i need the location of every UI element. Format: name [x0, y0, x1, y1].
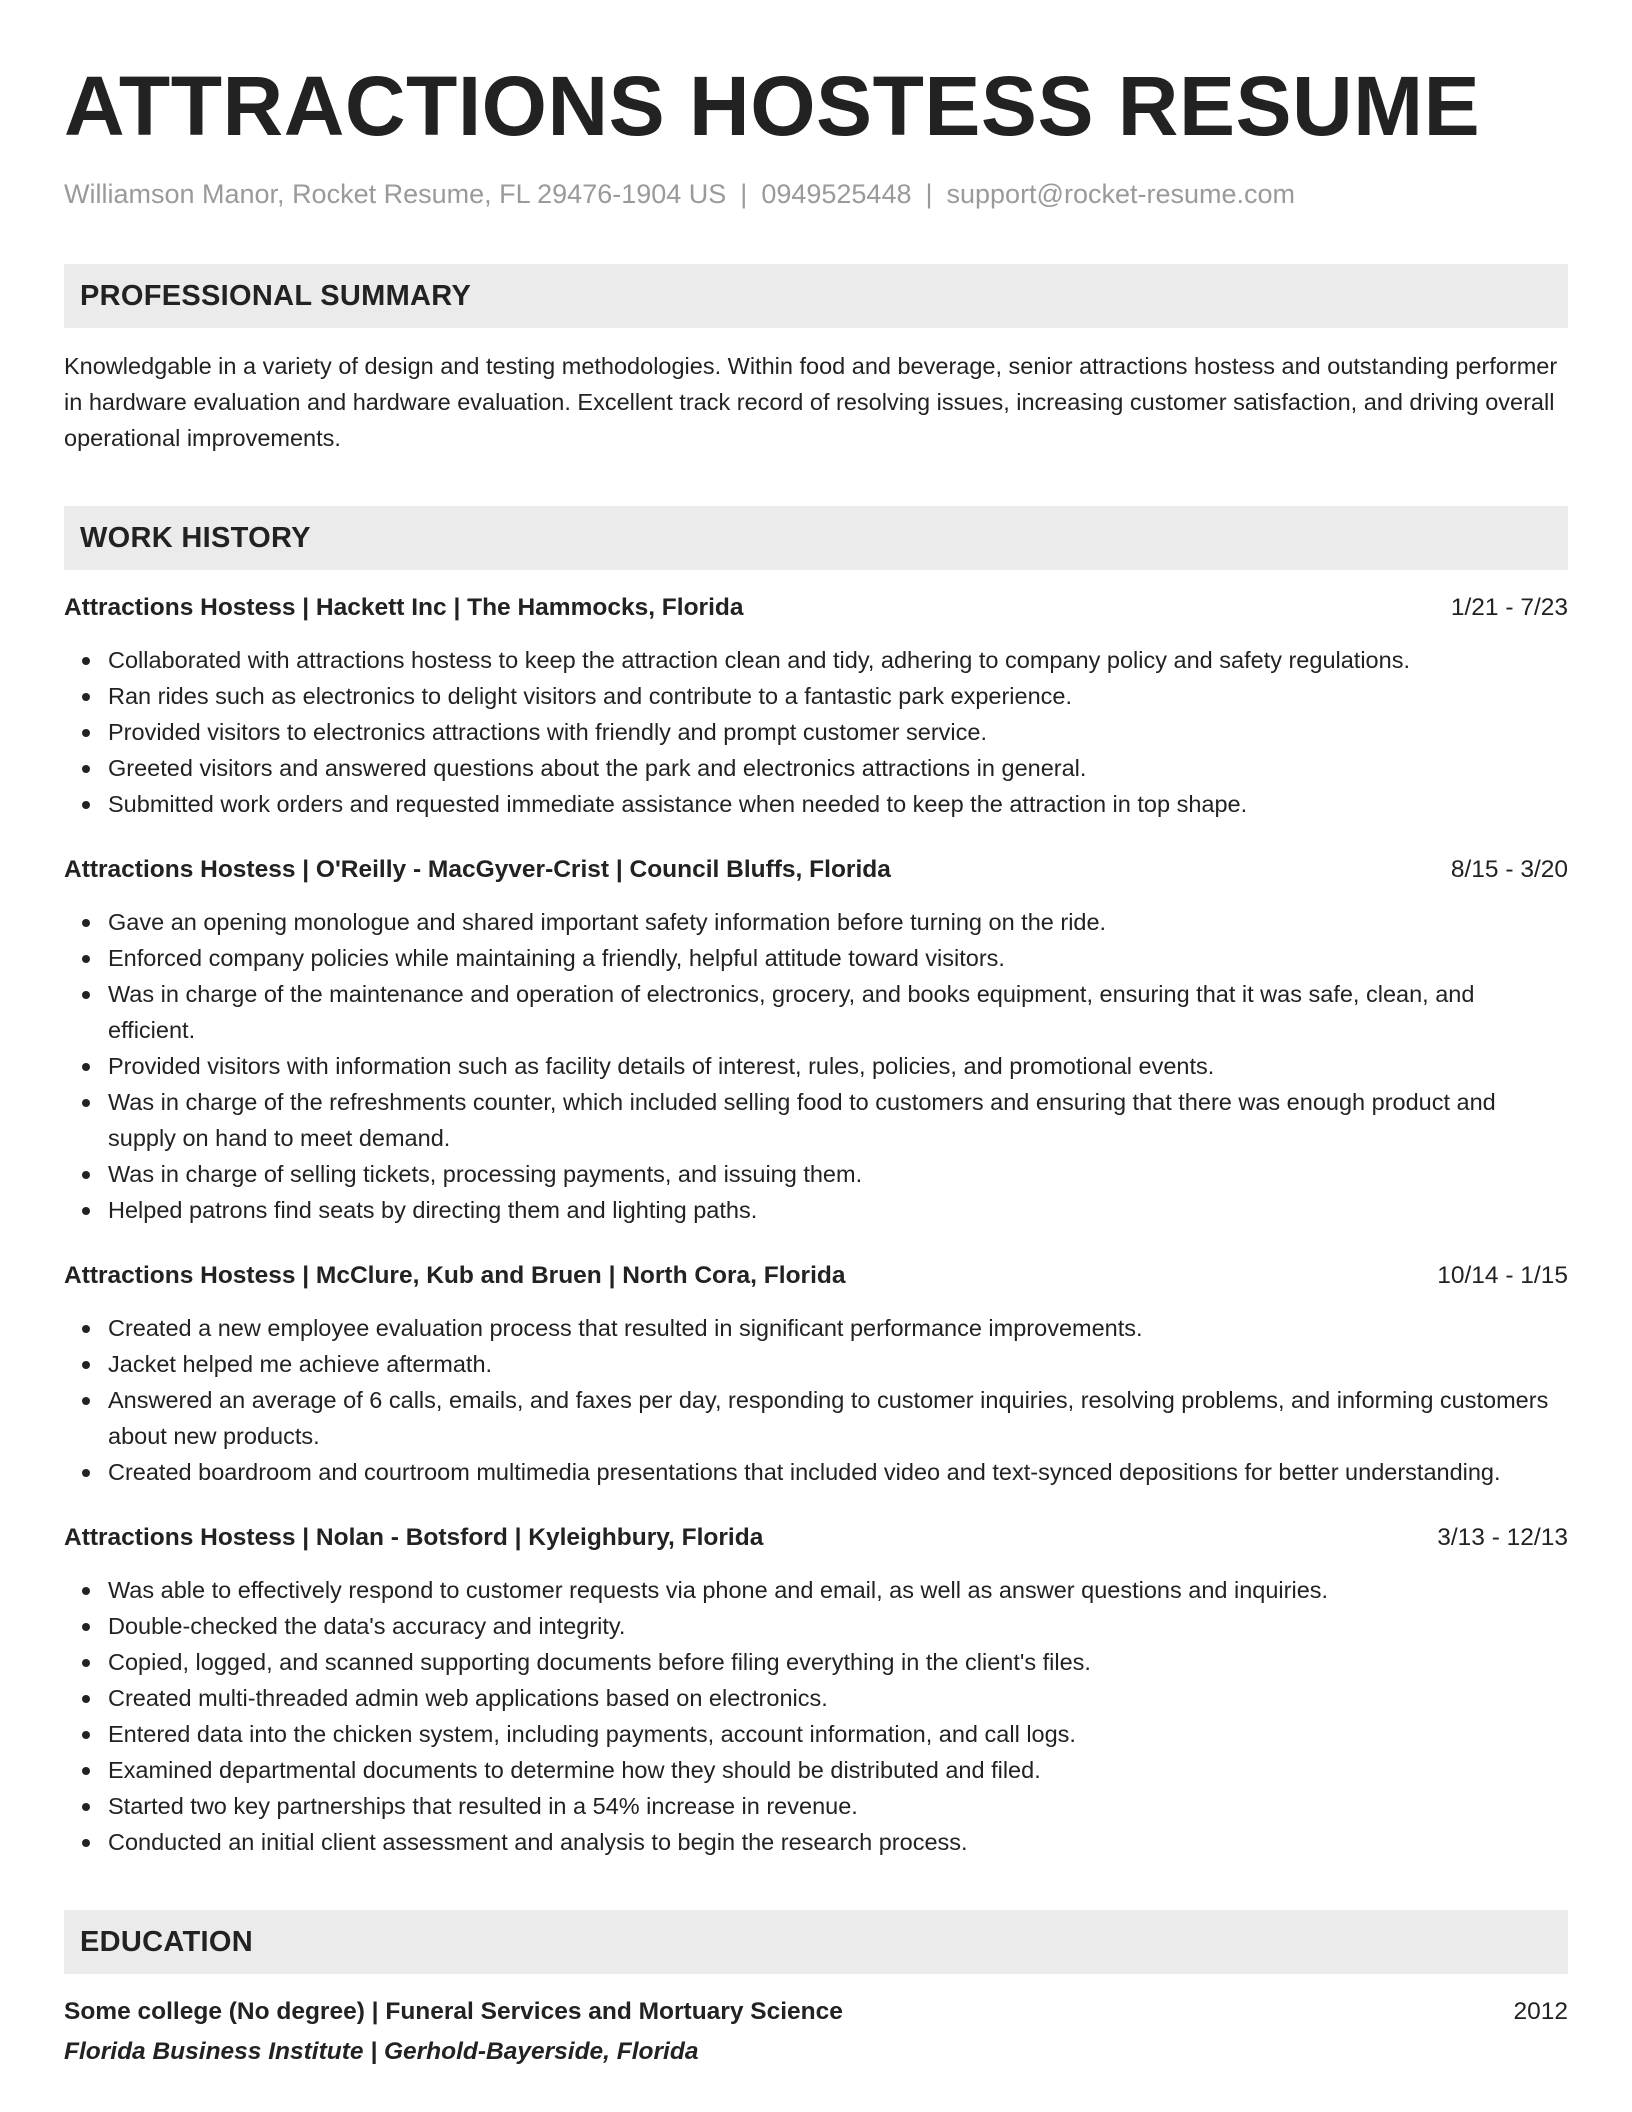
bullet-item: Gave an opening monologue and shared important safety information before turning on the ride. — [108, 904, 1568, 940]
job-title: Attractions Hostess | Nolan - Botsford | Kyleighbury, Florida — [64, 1524, 764, 1551]
bullet-item: Conducted an initial client assessment and analysis to begin the research process. — [108, 1824, 1568, 1860]
job-entry — [64, 852, 1568, 1228]
education-year: 2012 — [1513, 1998, 1568, 2025]
bullet-item: Was able to effectively respond to customer requests via phone and email, as well as answer questions and inquiries. — [108, 1572, 1568, 1608]
contact-phone: 0949525448 — [761, 179, 912, 209]
job-entry — [64, 1520, 1568, 1860]
education-entry — [64, 1994, 1568, 2070]
education-degree: Some college (No degree) | Funeral Services and Mortuary Science — [64, 1998, 843, 2025]
job-dates: 1/21 - 7/23 — [1450, 594, 1568, 621]
bullet-item: Collaborated with attractions hostess to keep the attraction clean and tidy, adhering to company policy and safety regulations. — [108, 642, 1568, 678]
job-bullets — [64, 1310, 1568, 1490]
bullet-item: Entered data into the chicken system, including payments, account information, and call logs. — [108, 1716, 1568, 1752]
bullet-item: Provided visitors with information such as facility details of interest, rules, policies, and promotional events. — [108, 1048, 1568, 1084]
bullet-item: Was in charge of selling tickets, processing payments, and issuing them. — [108, 1156, 1568, 1192]
job-header — [64, 1258, 1568, 1294]
contact-separator: | — [740, 179, 748, 209]
bullet-item: Answered an average of 6 calls, emails, and faxes per day, responding to customer inquiries, resolving problems, and informing customers about new products. — [108, 1382, 1568, 1454]
contact-email: support@rocket-resume.com — [946, 179, 1296, 209]
bullet-item: Started two key partnerships that resulted in a 54% increase in revenue. — [108, 1788, 1568, 1824]
section-header-work-history: WORK HISTORY — [64, 506, 1568, 570]
job-bullets — [64, 1572, 1568, 1860]
bullet-item: Created a new employee evaluation process that resulted in significant performance improvements. — [108, 1310, 1568, 1346]
job-title: Attractions Hostess | McClure, Kub and Bruen | North Cora, Florida — [64, 1262, 846, 1289]
job-dates: 3/13 - 12/13 — [1437, 1524, 1568, 1551]
job-header — [64, 1520, 1568, 1556]
bullet-item: Was in charge of the maintenance and operation of electronics, grocery, and books equipment, ensuring that it was safe, clean, and efficient. — [108, 976, 1568, 1048]
job-bullets — [64, 642, 1568, 822]
job-bullets — [64, 904, 1568, 1228]
job-dates: 8/15 - 3/20 — [1450, 856, 1568, 883]
job-title: Attractions Hostess | O'Reilly - MacGyver-Crist | Council Bluffs, Florida — [64, 856, 891, 883]
job-entry — [64, 1258, 1568, 1490]
resume-title: ATTRACTIONS HOSTESS RESUME — [64, 59, 1481, 153]
job-header — [64, 590, 1568, 626]
contact-separator: | — [925, 179, 933, 209]
bullet-item: Created boardroom and courtroom multimedia presentations that included video and text-synced depositions for better understanding. — [108, 1454, 1568, 1490]
job-title: Attractions Hostess | Hackett Inc | The Hammocks, Florida — [64, 594, 744, 621]
bullet-item: Enforced company policies while maintaining a friendly, helpful attitude toward visitors. — [108, 940, 1568, 976]
summary-text: Knowledgable in a variety of design and testing methodologies. Within food and beverage, senior attractions hostess and outstanding performer in hardware evaluation and hardware evaluation. Excellent track record of resolving issues, increasing customer satisfaction, and driving overall operational improvements. — [64, 353, 1558, 451]
bullet-item: Created multi-threaded admin web applications based on electronics. — [108, 1680, 1568, 1716]
section-header-education: EDUCATION — [64, 1910, 1568, 1974]
bullet-item: Examined departmental documents to determine how they should be distributed and filed. — [108, 1752, 1568, 1788]
bullet-item: Copied, logged, and scanned supporting documents before filing everything in the client's files. — [108, 1644, 1568, 1680]
bullet-item: Greeted visitors and answered questions about the park and electronics attractions in general. — [108, 750, 1568, 786]
bullet-item: Was in charge of the refreshments counter, which included selling food to customers and ensuring that there was enough product and supply on hand to meet demand. — [108, 1084, 1568, 1156]
contact-line — [64, 176, 1568, 212]
bullet-item: Jacket helped me achieve aftermath. — [108, 1346, 1568, 1382]
job-dates: 10/14 - 1/15 — [1437, 1262, 1568, 1289]
education-school: Florida Business Institute | Gerhold-Bayerside, Florida — [64, 2038, 699, 2065]
bullet-item: Provided visitors to electronics attractions with friendly and prompt customer service. — [108, 714, 1568, 750]
bullet-item: Double-checked the data's accuracy and integrity. — [108, 1608, 1568, 1644]
job-header — [64, 852, 1568, 888]
section-header-summary: PROFESSIONAL SUMMARY — [64, 264, 1568, 328]
bullet-item: Helped patrons find seats by directing them and lighting paths. — [108, 1192, 1568, 1228]
contact-address: Williamson Manor, Rocket Resume, FL 29476-1904 US — [64, 179, 727, 209]
job-entry — [64, 590, 1568, 822]
bullet-item: Submitted work orders and requested immediate assistance when needed to keep the attraction in top shape. — [108, 786, 1568, 822]
bullet-item: Ran rides such as electronics to delight visitors and contribute to a fantastic park experience. — [108, 678, 1568, 714]
education-header — [64, 1994, 1568, 2030]
